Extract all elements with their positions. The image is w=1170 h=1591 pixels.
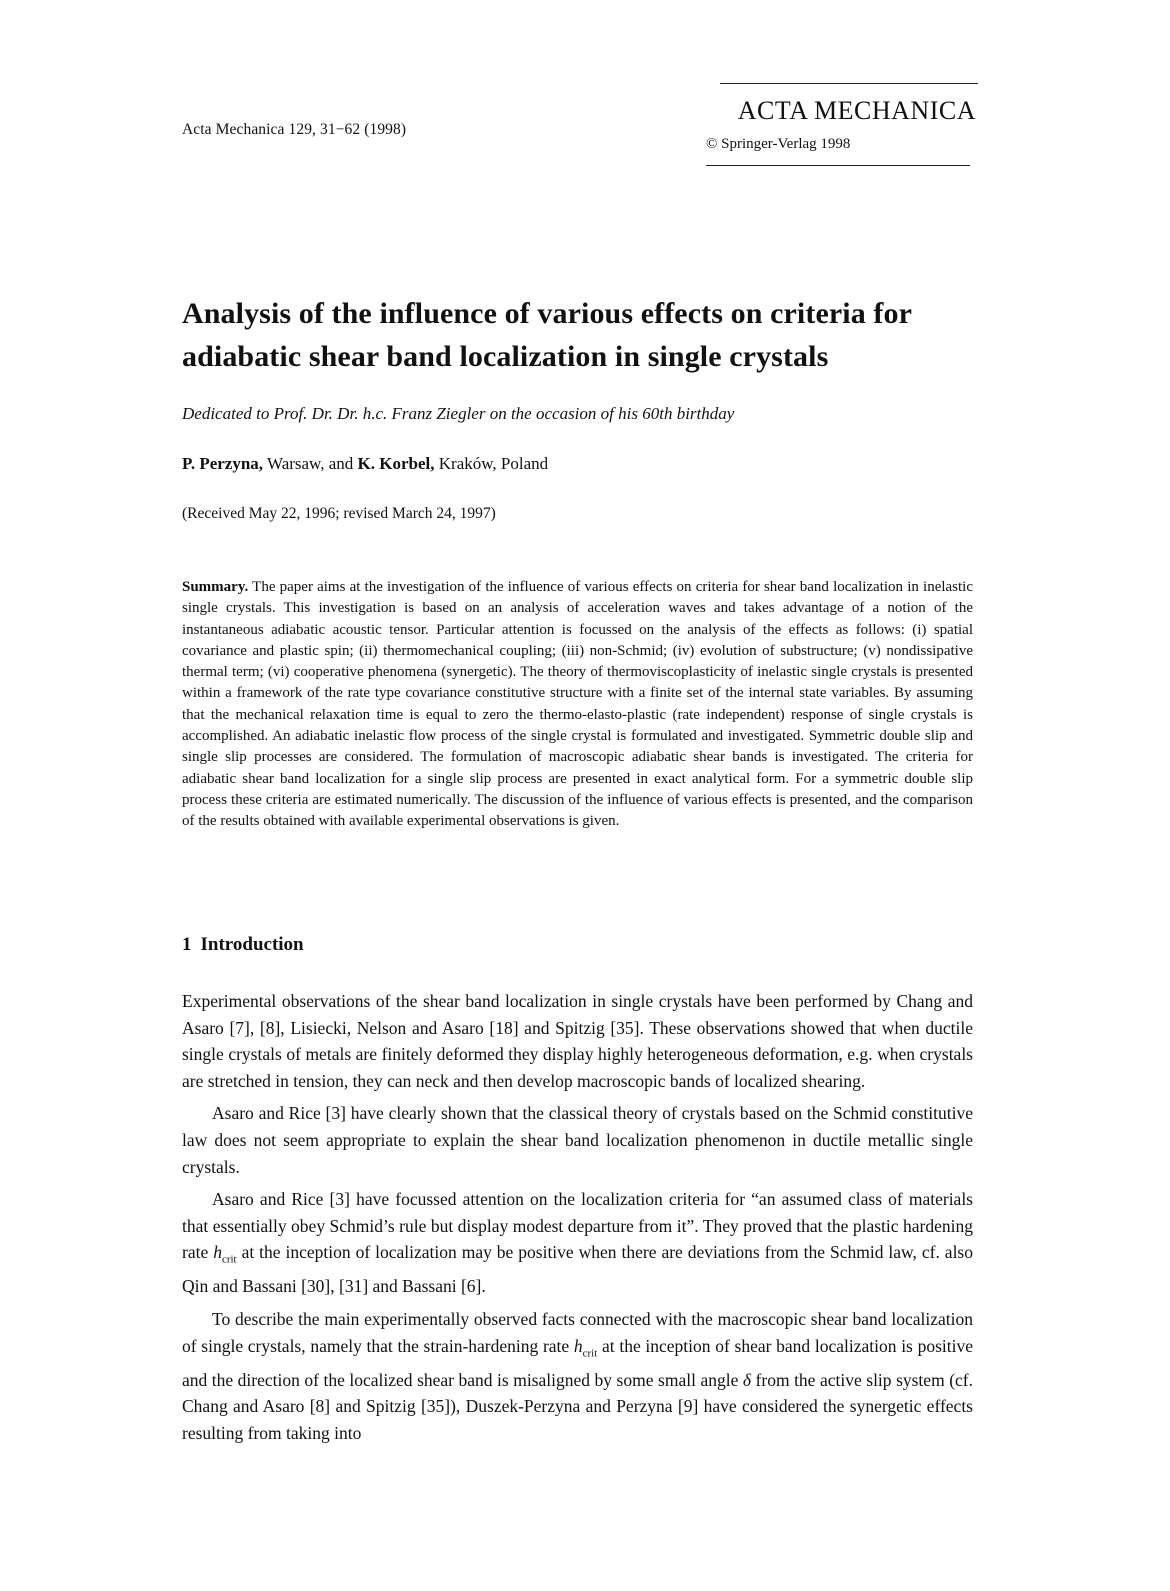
paragraph (182, 1306, 973, 1446)
section-heading (182, 934, 304, 956)
summary-text: The paper aims at the investigation of the influence of various effects on criteria for shear band localization in inelastic single crystals. This investigation is based on an analysis of acceleration waves and takes advantage of a notion of the instantaneous adiabatic acoustic tensor. Particular attention is focussed on the analysis of the effects as follows: (i) spatial covariance and plastic spin; (ii) thermomechanical coupling; (iii) non-Schmid; (iv) evolution of substructure; (v) nondissipative thermal term; (vi) cooperative phenomena (synergetic). The theory of thermoviscoplasticity of inelastic single crystals is presented within a framework of the rate type covariance constitutive structure with a finite set of the internal state variables. By assuming that the mechanical relaxation time is equal to zero the thermo-elasto-plastic (rate independent) response of single crystals is accomplished. An adiabatic inelastic flow process of the single crystal is formulated and investigated. Symmetric double slip and single slip processes are considered. The formulation of macroscopic adiabatic shear bands is investigated. The criteria for adiabatic shear band localization for a single slip process are presented in exact analytical form. For a symmetric double slip process these criteria are estimated numerically. The discussion of the influence of various effects is presented, and the comparison of the results obtained with available experimental observations is given. (182, 579, 974, 830)
article-title: Analysis of the influence of various effects on criteria for adiabatic shear band localization in single crystals (182, 297, 912, 373)
author-affiliation: Warsaw, and (263, 454, 358, 473)
math-subscript: crit (582, 1347, 598, 1360)
journal-name: ACTA MECHANICA (737, 96, 976, 125)
masthead-bottom-rule (706, 165, 970, 166)
math-symbol (573, 1335, 598, 1360)
author-name: K. Korbel, (357, 454, 435, 473)
math-symbol: δ (742, 1369, 752, 1390)
section-number: 1 (182, 934, 192, 955)
text-run: from the active slip system (cf. Chang and Asaro [8] and Spitzig [35]), Duszek-Perzyna and Perzyna [9] have considered the synergetic effects resulting from taking into (182, 1369, 973, 1443)
dedication: Dedicated to Prof. Dr. Dr. h.c. Franz Ziegler on the occasion of his 60th birthday (182, 404, 735, 423)
masthead-top-rule (720, 83, 978, 84)
math-var: h (573, 1335, 583, 1356)
math-var: h (213, 1242, 222, 1263)
math-symbol (213, 1242, 237, 1266)
paragraph: Experimental observations of the shear band localization in single crystals have been performed by Chang and Asaro [7], [8], Lisiecki, Nelson and Asaro [18] and Spitzig [35]. These observations showed that when ductile single crystals of metals are finitely deformed they display highly heterogeneous deformation, e.g. when crystals are stretched in tension, they can neck and then develop macroscopic bands of localized shearing. (182, 991, 973, 1091)
author-affiliation: Kraków, Poland (434, 454, 549, 473)
paragraph (182, 1186, 973, 1300)
summary-abstract (182, 577, 973, 833)
paragraph: Asaro and Rice [3] have clearly shown that the classical theory of crystals based on the Schmid constitutive law does not seem appropriate to explain the shear band localization phenomenon in ductile metallic single crystals. (182, 1103, 973, 1177)
section-title: Introduction (200, 934, 304, 955)
summary-label: Summary. (182, 579, 249, 595)
received-dates: (Received May 22, 1996; revised March 24, 1997) (182, 505, 496, 522)
text-run: at the inception of shear band localization is positive and the direction of the localized shear band is misaligned by some small angle (182, 1335, 973, 1390)
journal-citation: Acta Mechanica 129, 31−62 (1998) (182, 121, 407, 138)
copyright-notice: © Springer-Verlag 1998 (706, 136, 851, 152)
math-subscript: crit (221, 1253, 237, 1266)
author-line (182, 454, 548, 474)
text-run: Asaro and Rice [3] have focussed attention on the localization criteria for “an assumed class of materials that essentially obey Schmid’s rule but display modest departure from it”. They proved that the plastic hardening rate (182, 1189, 973, 1263)
text-run: To describe the main experimentally observed facts connected with the macroscopic shear band localization of single crystals, namely that the strain-hardening rate (182, 1309, 973, 1356)
text-run: at the inception of localization may be positive when there are deviations from the Schmid law, cf. also Qin and Bassani [30], [31] and Bassani [6]. (182, 1242, 973, 1297)
body-text (182, 988, 973, 1447)
author-name: P. Perzyna, (182, 454, 264, 473)
